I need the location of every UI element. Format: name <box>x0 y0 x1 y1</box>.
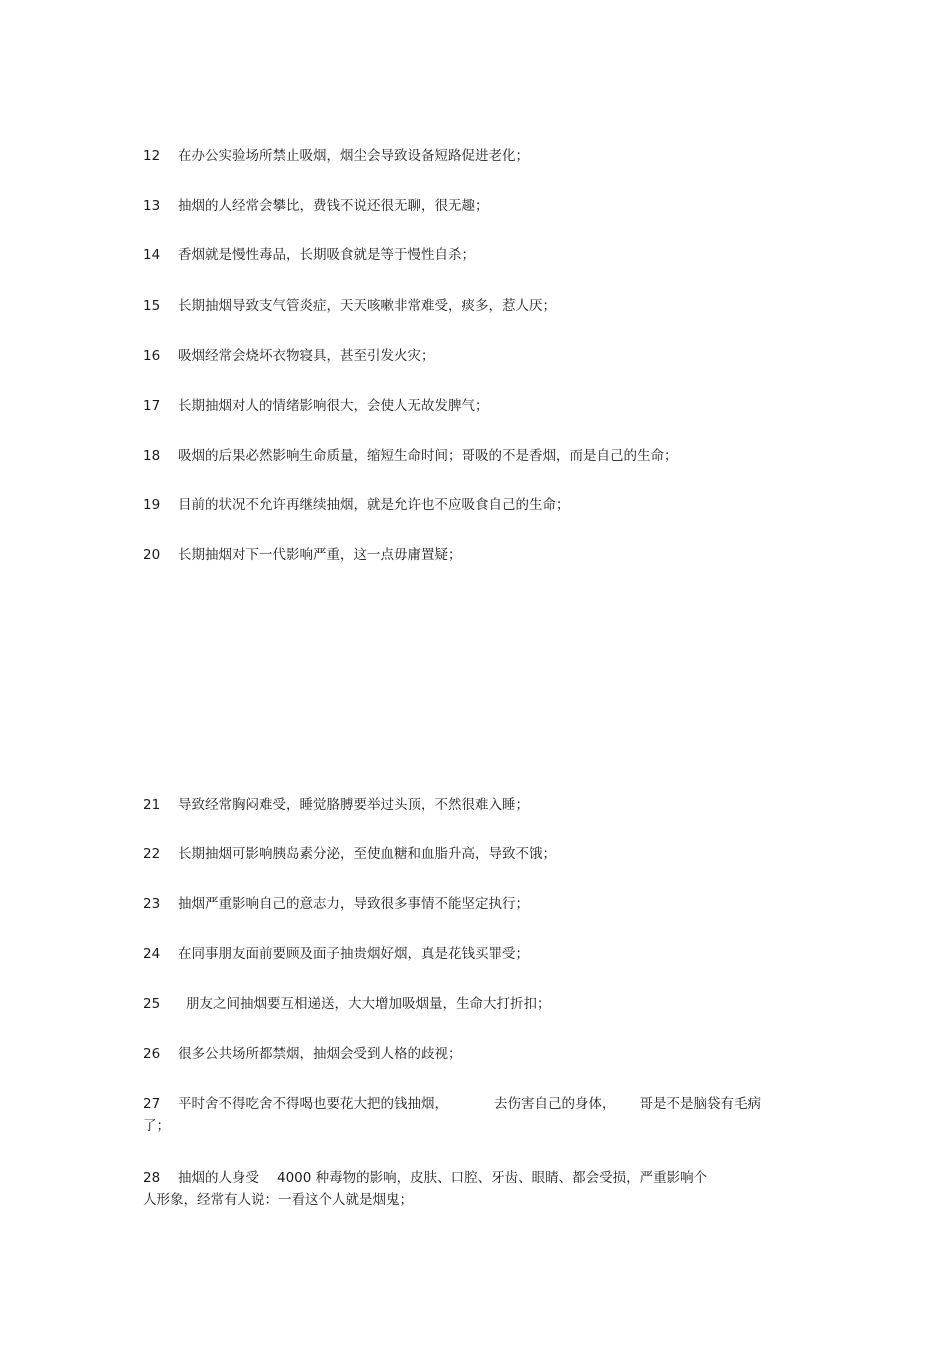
item-number: 17 <box>143 398 161 414</box>
item-number: 21 <box>143 797 161 813</box>
list-item <box>143 893 529 915</box>
item-number: 23 <box>143 896 161 912</box>
list-item <box>143 943 529 965</box>
item-text: 去伤害自己的身体， <box>494 1096 616 1112</box>
item-text: 朋友之间抽烟要互相递送，大大增加吸烟量，生命大打折扣； <box>186 996 551 1012</box>
item-number: 18 <box>143 448 161 464</box>
item-text: 平时舍不得吃舍不得喝也要花大把的钱抽烟， <box>178 1096 448 1112</box>
item-text: 香烟就是慢性毒品，长期吸食就是等于慢性自杀； <box>178 247 475 263</box>
list-item <box>143 794 529 816</box>
item-number: 16 <box>143 348 161 364</box>
item-number: 19 <box>143 497 161 513</box>
item-text: 长期抽烟可影响胰岛素分泌，至使血糖和血脂升高，导致不饿； <box>178 846 556 862</box>
list-item <box>143 993 551 1015</box>
item-text-continuation: 人形象，经常有人说：一看这个人就是烟鬼； <box>143 1192 413 1208</box>
item-text-continuation: 了； <box>143 1118 170 1134</box>
list-item <box>143 195 489 217</box>
item-number: 25 <box>143 996 161 1012</box>
list-item <box>143 1093 761 1137</box>
item-text: 长期抽烟对下一代影响严重，这一点毋庸置疑； <box>178 547 462 563</box>
item-text: 抽烟的人身受 <box>178 1170 259 1186</box>
item-number: 22 <box>143 846 161 862</box>
list-item <box>143 494 570 516</box>
item-text: 抽烟的人经常会攀比，费钱不说还很无聊，很无趣； <box>178 198 489 214</box>
item-number: 27 <box>143 1096 161 1112</box>
item-number: 24 <box>143 946 161 962</box>
list-item <box>143 1043 462 1065</box>
item-text: 导致经常胸闷难受，睡觉胳膊要举过头顶，不然很难入睡； <box>178 797 529 813</box>
item-text: 长期抽烟对人的情绪影响很大，会使人无故发脾气； <box>178 398 489 414</box>
item-number: 14 <box>143 247 161 263</box>
item-text: 抽烟严重影响自己的意志力，导致很多事情不能坚定执行； <box>178 896 529 912</box>
item-number: 26 <box>143 1046 161 1062</box>
list-item <box>143 295 556 317</box>
list-item <box>143 244 475 266</box>
item-text: 很多公共场所都禁烟，抽烟会受到人格的歧视； <box>178 1046 462 1062</box>
item-number: 12 <box>143 148 161 164</box>
item-number: 13 <box>143 198 161 214</box>
item-text: 4000 种毒物的影响，皮肤、口腔、牙齿、眼睛、都会受损，严重影响个 <box>277 1170 708 1186</box>
list-item <box>143 1167 707 1211</box>
list-item <box>143 395 489 417</box>
list-item <box>143 843 556 865</box>
item-number: 15 <box>143 298 161 314</box>
item-text: 在办公实验场所禁止吸烟，烟尘会导致设备短路促进老化； <box>178 148 529 164</box>
list-item <box>143 345 435 367</box>
item-text: 长期抽烟导致支气管炎症，天天咳嗽非常难受，痰多，惹人厌； <box>178 298 556 314</box>
item-text: 吸烟经常会烧坏衣物寝具，甚至引发火灾； <box>178 348 435 364</box>
item-text: 在同事朋友面前要顾及面子抽贵烟好烟，真是花钱买罪受； <box>178 946 529 962</box>
item-text: 目前的状况不允许再继续抽烟，就是允许也不应吸食自己的生命； <box>178 497 570 513</box>
item-text: 哥是不是脑袋有毛病 <box>639 1096 761 1112</box>
item-number: 20 <box>143 547 161 563</box>
list-item <box>143 145 529 167</box>
item-text: 吸烟的后果必然影响生命质量，缩短生命时间；哥吸的不是香烟，而是自己的生命； <box>178 448 678 464</box>
item-number: 28 <box>143 1170 161 1186</box>
list-item <box>143 544 462 566</box>
list-item <box>143 445 678 467</box>
